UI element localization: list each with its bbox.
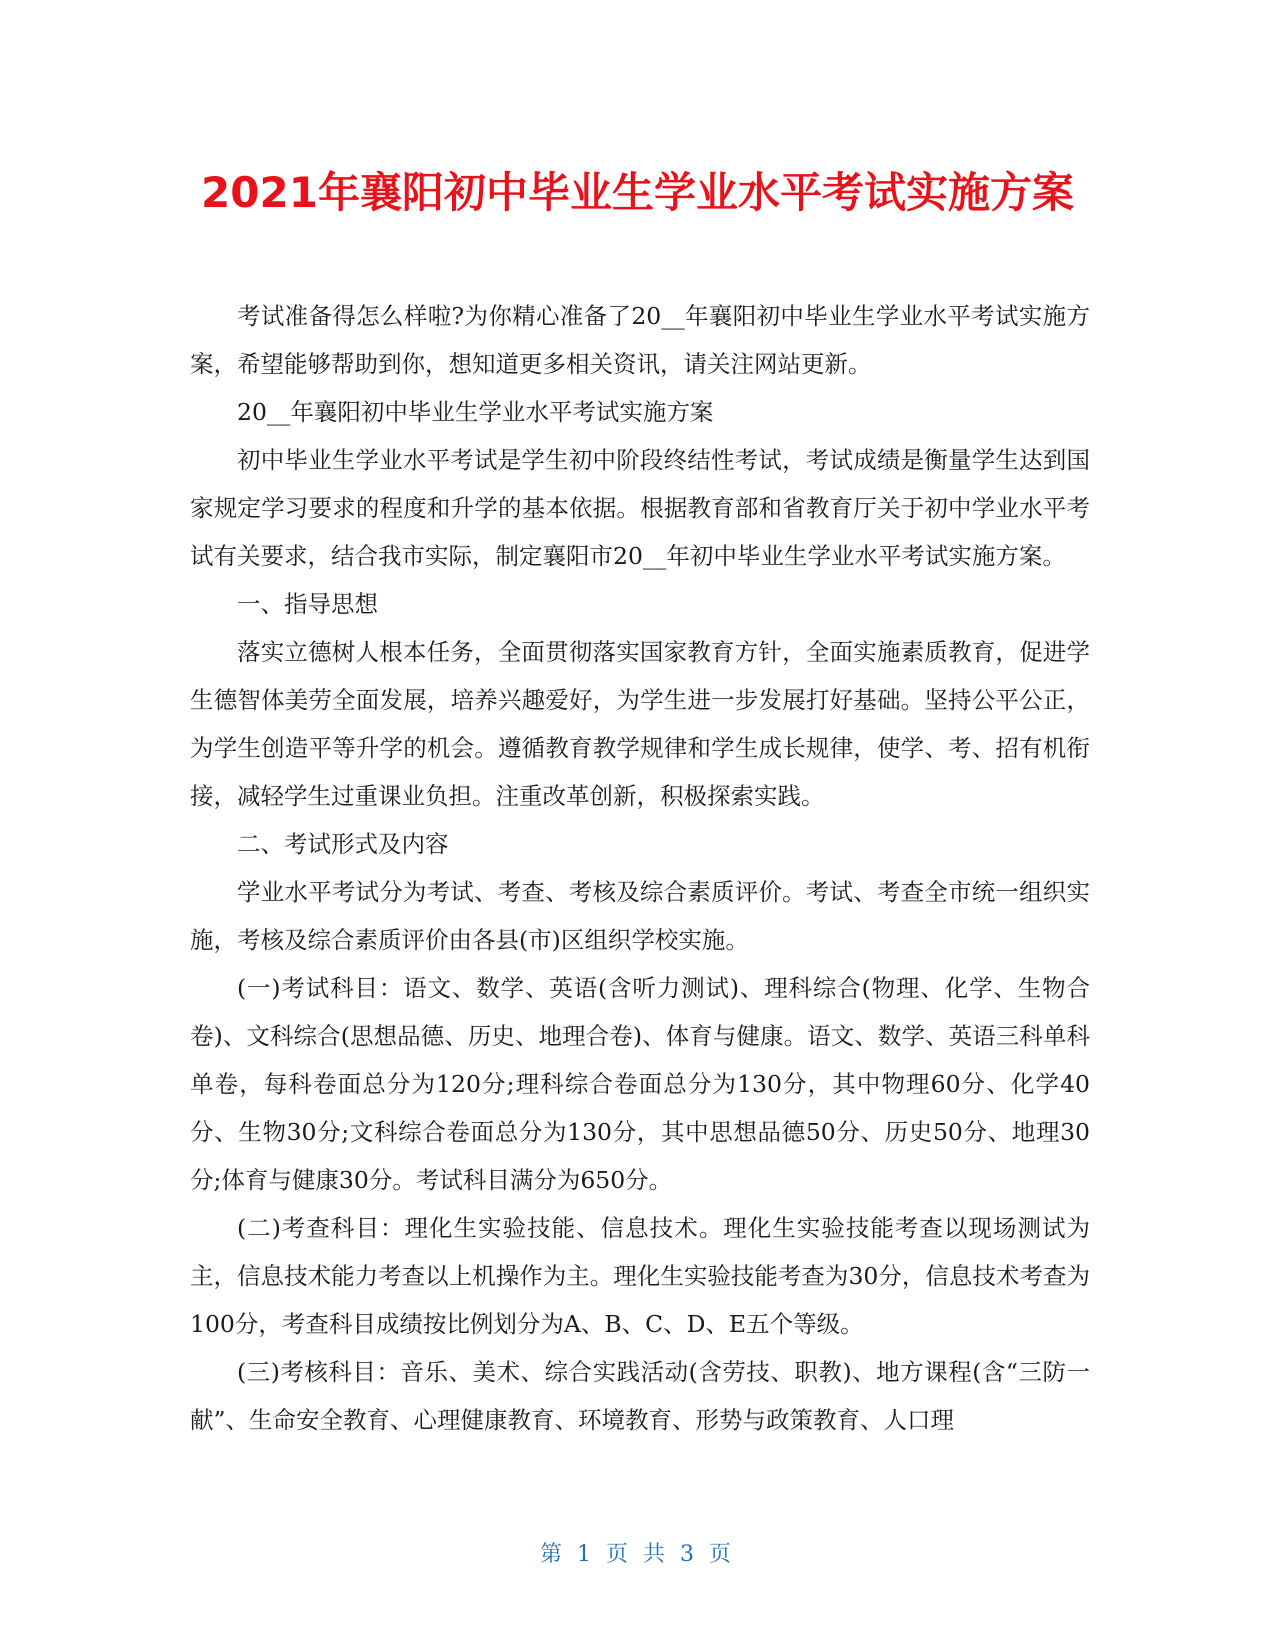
paragraph-intro: 考试准备得怎么样啦?为你精心准备了20__年襄阳初中毕业生学业水平考试实施方案，希望能够帮助到你，想知道更多相关资讯，请关注网站更新。: [190, 302, 1090, 378]
paragraph-inspection-subjects: (二)考查科目：理化生实验技能、信息技术。理化生实验技能考查以现场测试为主，信息技术能力考查以上机操作为主。理化生实验技能考查为30分，信息技术考查为100分，考查科目成绩按比例划分为A、B、C、D、E五个等级。: [190, 1214, 1090, 1338]
section-heading-guiding-ideology: 一、指导思想: [237, 590, 378, 618]
footer-mid: 页 共: [606, 1542, 669, 1567]
paragraph-subtitle: 20__年襄阳初中毕业生学业水平考试实施方案: [237, 398, 714, 426]
paragraph-exam-subjects: (一)考试科目：语文、数学、英语(含听力测试)、理科综合(物理、化学、生物合卷)、文科综合(思想品德、历史、地理合卷)、体育与健康。语文、数学、英语三科单科单卷，每科卷面总分为120分;理科综合卷面总分为130分，其中物理60分、化学40分、生物30分;文科综合卷面总分为130分，其中思想品德50分、历史50分、地理30分;体育与健康30分。考试科目满分为650分。: [190, 974, 1090, 1194]
paragraph-overview: 初中毕业生学业水平考试是学生初中阶段终结性考试，考试成绩是衡量学生达到国家规定学习要求的程度和升学的基本依据。根据教育部和省教育厅关于初中学业水平考试有关要求，结合我市实际，制定襄阳市20__年初中毕业生学业水平考试实施方案。: [190, 446, 1090, 570]
paragraph-exam-format: 学业水平考试分为考试、考查、考核及综合素质评价。考试、考查全市统一组织实施，考核及综合素质评价由各县(市)区组织学校实施。: [190, 878, 1090, 954]
footer-suffix: 页: [709, 1542, 736, 1567]
document-title: 2021年襄阳初中毕业生学业水平考试实施方案: [201, 168, 1074, 217]
page-footer: [0, 1540, 1275, 1570]
document-body: [190, 292, 1090, 1444]
footer-prefix: 第: [539, 1542, 566, 1567]
footer-current-page: 1: [577, 1542, 595, 1567]
paragraph-guiding-ideology: 落实立德树人根本任务，全面贯彻落实国家教育方针，全面实施素质教育，促进学生德智体美劳全面发展，培养兴趣爱好，为学生进一步发展打好基础。坚持公平公正，为学生创造平等升学的机会。遵循教育教学规律和学生成长规律，使学、考、招有机衔接，减轻学生过重课业负担。注重改革创新，积极探索实践。: [190, 638, 1090, 810]
paragraph-assessment-subjects: (三)考核科目：音乐、美术、综合实践活动(含劳技、职教)、地方课程(含“三防一献”、生命安全教育、心理健康教育、环境教育、形势与政策教育、人口理: [190, 1358, 1090, 1434]
section-heading-exam-format: 二、考试形式及内容: [237, 830, 449, 858]
footer-total-pages: 3: [680, 1542, 698, 1567]
